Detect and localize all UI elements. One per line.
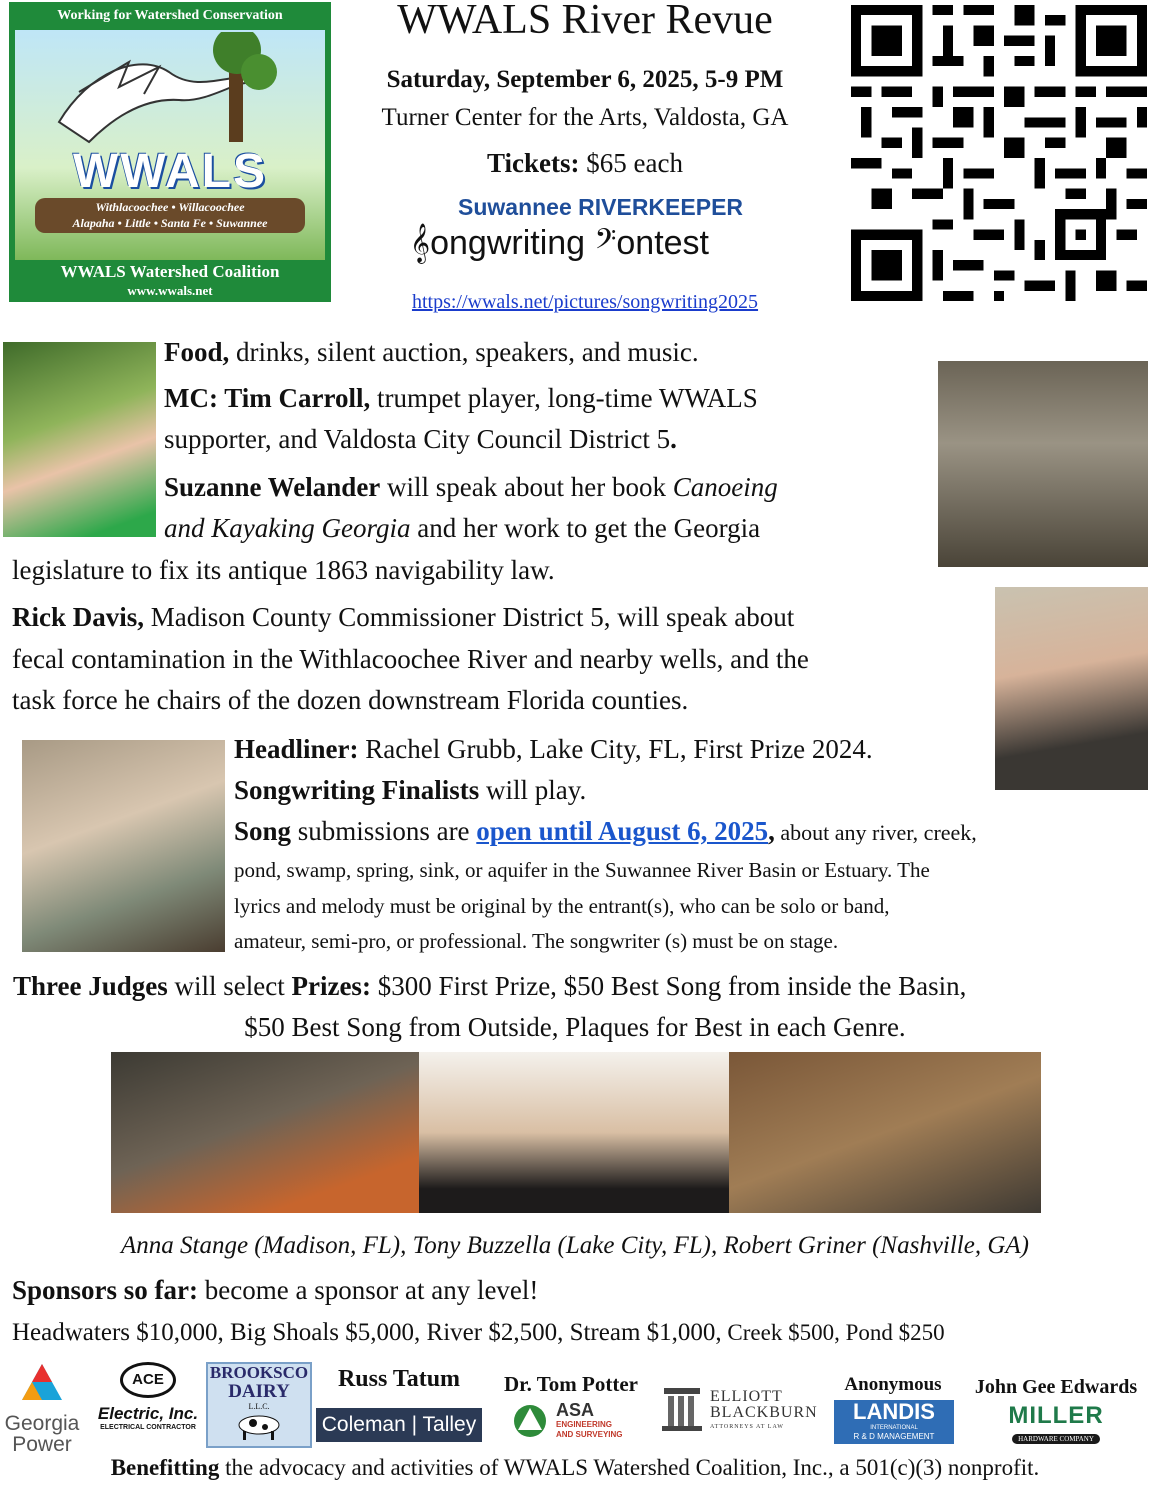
welander-line1 xyxy=(164,467,778,508)
rachel-grubb-photo xyxy=(22,740,225,952)
welander-line3: legislature to fix its antique 1863 navigability law. xyxy=(12,555,555,585)
prizes-line2: $50 Best Song from Outside, Plaques for Best in each Genre. xyxy=(244,1012,906,1042)
miller-hardware-logo xyxy=(996,1404,1116,1444)
miller-name: MILLER xyxy=(1008,1402,1104,1429)
column-icon xyxy=(660,1384,704,1432)
georgia-power-icon xyxy=(0,1360,84,1408)
mc-text-2: supporter, and Valdosta City Council District 5 xyxy=(164,424,671,454)
logo-rivers xyxy=(35,198,305,233)
contest-logo-line2: 𝄞ongwriting 𝄢ontest xyxy=(410,224,709,262)
finalists-line xyxy=(234,770,586,811)
elliott-line2: BLACKBURN xyxy=(710,1404,818,1421)
brooksco-dairy-logo xyxy=(206,1362,312,1448)
elliott-line1: ELLIOTT xyxy=(710,1388,783,1405)
finalists-text: will play. xyxy=(479,775,587,805)
food-line xyxy=(164,332,699,373)
landis-line3: R & D MANAGEMENT xyxy=(853,1432,935,1441)
mc-line2 xyxy=(164,419,677,460)
landis-line2: INTERNATIONAL xyxy=(870,1425,918,1431)
logo-rivers-line2: Alapaha • Little • Santa Fe • Suwannee xyxy=(72,216,268,230)
song-label: Song xyxy=(234,816,292,846)
cow-icon xyxy=(229,1411,289,1441)
logo-org-name: WWALS Watershed Coalition xyxy=(60,262,280,281)
logo-tagline: Working for Watershed Conservation xyxy=(57,8,283,23)
event-venue: Turner Center for the Arts, Valdosta, GA xyxy=(381,104,789,131)
judge-anna-stange-photo xyxy=(111,1052,419,1213)
welander-line2 xyxy=(164,508,760,549)
logo-website: www.wwals.net xyxy=(127,283,213,298)
song-text: submissions are xyxy=(291,816,477,846)
landis-logo xyxy=(834,1400,954,1444)
davis-line2: fecal contamination in the Withlacoochee River and nearby wells, and the xyxy=(12,644,809,674)
prizes-label: Prizes: xyxy=(291,971,371,1001)
landis-name: LANDIS xyxy=(853,1399,935,1424)
page-title: WWALS River Revue xyxy=(397,0,773,43)
headliner-text: Rachel Grubb, Lake City, FL, First Prize 2024. xyxy=(358,734,873,764)
song-line3: lyrics and melody must be original by the entrant(s), who can be solo or band, xyxy=(234,894,890,918)
logo-wordmark: WWALS xyxy=(73,145,267,198)
welander-book-1: Canoeing xyxy=(672,472,778,502)
judges-caption: Anna Stange (Madison, FL), Tony Buzzella (Lake City, FL), Robert Griner (Nashville, GA) xyxy=(120,1232,1030,1259)
contest-logo-line1: Suwannee RIVERKEEPER xyxy=(458,194,744,220)
ticket-price xyxy=(340,148,830,179)
brooksco-line2: DAIRY xyxy=(228,1381,290,1402)
judge-tony-buzzella-photo xyxy=(419,1052,729,1213)
judges-label: Three Judges xyxy=(13,971,168,1001)
tim-carroll-photo xyxy=(3,342,156,537)
georgia-power-line1: Georgia xyxy=(4,1412,80,1435)
sponsor-levels xyxy=(12,1312,945,1353)
prizes-line1 xyxy=(13,966,966,1007)
elliott-line3: ATTORNEYS AT LAW xyxy=(710,1424,784,1430)
welander-text: will speak about her book xyxy=(380,472,673,502)
welander-text-2: and her work to get the Georgia xyxy=(410,513,761,543)
sponsor-levels-small: Creek $500, Pond $250 xyxy=(721,1320,945,1345)
judges-text: will select xyxy=(167,971,292,1001)
davis-line3: task force he chairs of the dozen downstream Florida counties. xyxy=(12,685,689,715)
event-date: Saturday, September 6, 2025, 5-9 PM xyxy=(386,66,784,93)
davis-line1 xyxy=(12,597,794,638)
song-comma: , xyxy=(768,816,775,846)
asa-name: ASA xyxy=(556,1400,595,1420)
russ-tatum-label: Russ Tatum xyxy=(337,1366,461,1392)
ace-tagline: ELECTRICAL CONTRACTOR xyxy=(100,1424,196,1431)
miller-tagline: HARDWARE COMPANY xyxy=(1012,1434,1100,1444)
footer-label: Benefitting xyxy=(110,1455,220,1480)
submission-deadline-link[interactable]: open until August 6, 2025 xyxy=(476,816,769,846)
welander-label: Suzanne Welander xyxy=(164,472,381,502)
georgia-power-line2: Power xyxy=(12,1433,72,1456)
wwals-logo xyxy=(9,2,331,302)
sponsor-levels-large: Headwaters $10,000, Big Shoals $5,000, River $2,500, Stream $1,000, xyxy=(12,1319,722,1346)
asa-icon xyxy=(512,1402,548,1440)
finalists-label: Songwriting Finalists xyxy=(234,775,480,805)
food-label: Food, xyxy=(164,337,230,367)
mc-line1 xyxy=(164,378,758,419)
ace-electric-logo xyxy=(96,1362,200,1448)
song-line1 xyxy=(234,811,977,853)
song-line2: pond, swamp, spring, sink, or aquifer in the Suwannee River Basin or Estuary. The xyxy=(234,858,930,882)
heron-icon xyxy=(49,32,289,162)
asa-engineering-logo xyxy=(512,1400,642,1442)
tickets-price: $65 each xyxy=(579,148,683,178)
tom-potter-label: Dr. Tom Potter xyxy=(504,1372,638,1396)
song-line4: amateur, semi-pro, or professional. The songwriter (s) must be on stage. xyxy=(234,929,839,953)
logo-rivers-line1: Withlacoochee • Willacoochee xyxy=(95,200,245,214)
asa-line2: ENGINEERING xyxy=(556,1420,613,1429)
song-text-small: about any river, creek, xyxy=(774,820,977,845)
rick-davis-photo xyxy=(995,587,1148,790)
headliner-line xyxy=(234,729,873,770)
john-gee-edwards-label: John Gee Edwards xyxy=(974,1376,1138,1398)
coleman-talley-logo: Coleman | Talley xyxy=(316,1408,482,1442)
judge-robert-griner-photo xyxy=(729,1052,1041,1213)
food-text: drinks, silent auction, speakers, and music. xyxy=(229,337,699,367)
asa-line3: AND SURVEYING xyxy=(556,1430,623,1439)
footer-text: the advocacy and activities of WWALS Watershed Coalition, Inc., a 501(c)(3) nonprofit. xyxy=(219,1455,1040,1480)
ace-name: Electric, Inc. xyxy=(97,1404,199,1423)
davis-text: Madison County Commissioner District 5, will speak about xyxy=(144,602,795,632)
prizes-text: $300 First Prize, $50 Best Song from inside the Basin, xyxy=(370,971,967,1001)
mc-label: MC: Tim Carroll, xyxy=(164,383,371,413)
songwriting-contest-logo xyxy=(404,194,774,282)
davis-label: Rick Davis, xyxy=(12,602,145,632)
headliner-label: Headliner: xyxy=(234,734,359,764)
anonymous-label: Anonymous xyxy=(844,1374,942,1395)
welander-book-2: and Kayaking Georgia xyxy=(164,513,411,543)
suzanne-welander-photo xyxy=(938,361,1148,567)
sponsors-label: Sponsors so far: xyxy=(12,1275,199,1305)
footer-line xyxy=(0,1452,1150,1484)
contest-url-link[interactable]: https://wwals.net/pictures/songwriting2025 xyxy=(411,291,759,313)
elliott-blackburn-logo xyxy=(660,1384,824,1436)
sponsors-text: become a sponsor at any level! xyxy=(198,1275,539,1305)
brooksco-line3: L.L.C. xyxy=(248,1402,270,1411)
brooksco-line1: BROOKSCO xyxy=(209,1363,309,1382)
mc-period: . xyxy=(670,424,677,454)
ace-badge: ACE xyxy=(120,1362,176,1398)
sponsors-line xyxy=(12,1270,538,1311)
tickets-label: Tickets: xyxy=(487,148,580,178)
mc-text: trumpet player, long-time WWALS xyxy=(370,383,758,413)
qr-code[interactable] xyxy=(851,4,1147,302)
georgia-power-logo xyxy=(0,1360,84,1456)
